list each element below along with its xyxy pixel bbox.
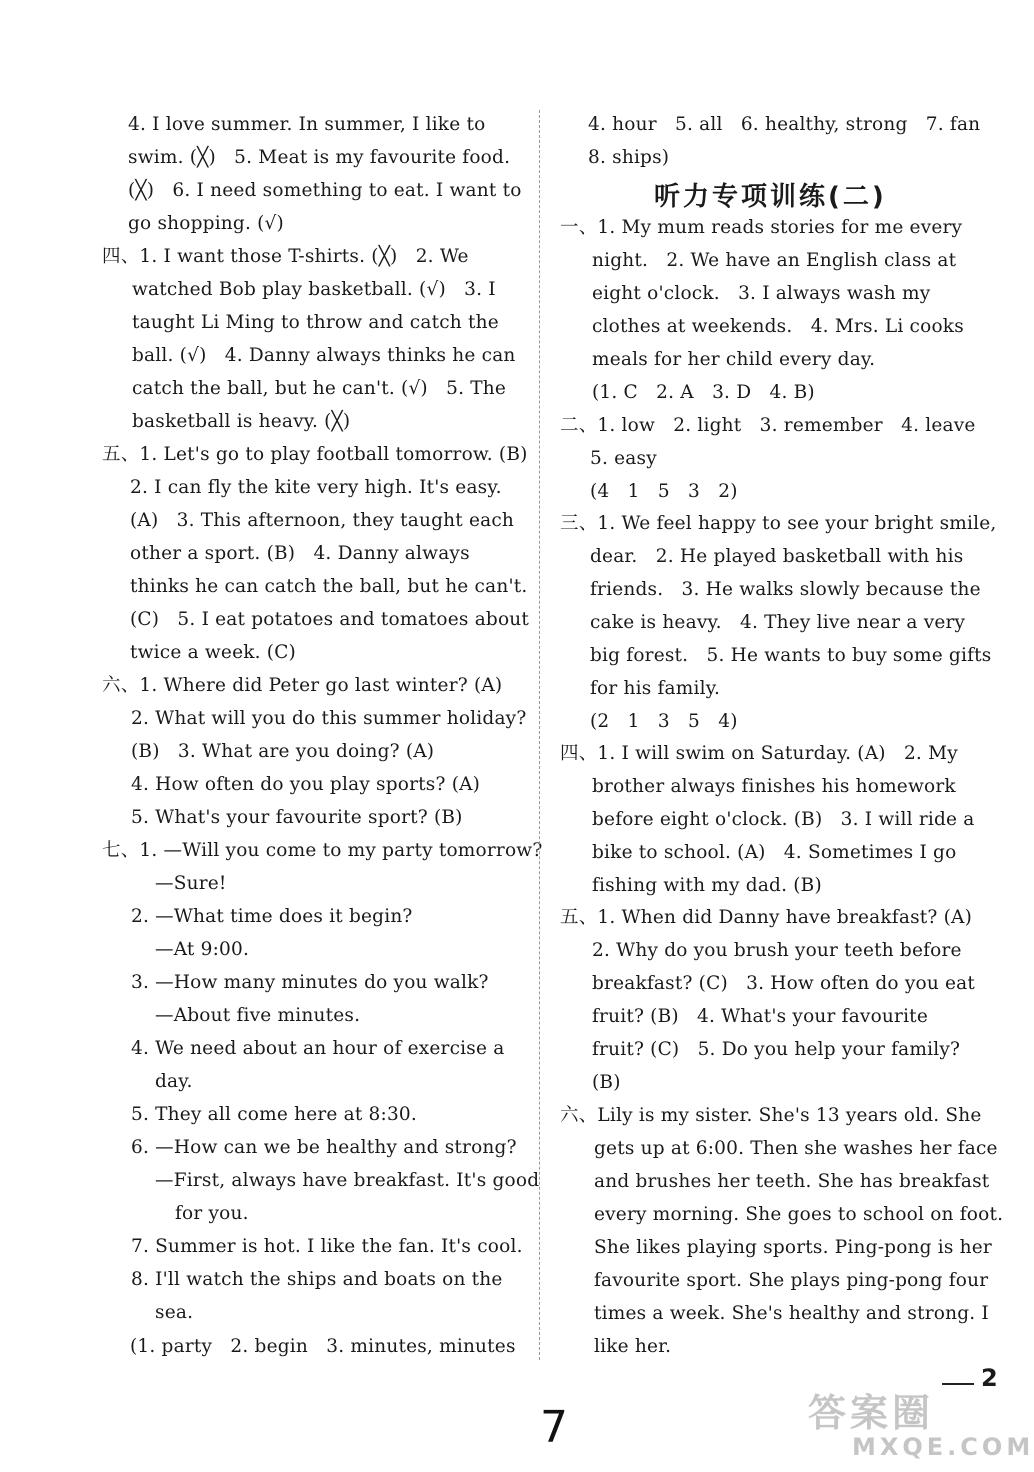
text-line: like her. (594, 1336, 672, 1357)
text-line: fruit? (C) 5. Do you help your family? (592, 1039, 961, 1060)
text-line: 一、1. My mum reads stories for me every (560, 217, 963, 238)
text-line: (1. C 2. A 3. D 4. B) (592, 382, 815, 403)
text-line: 2. —What time does it begin? (131, 906, 413, 927)
text-line: 3. —How many minutes do you walk? (131, 972, 489, 993)
column-divider (539, 110, 540, 1360)
text-line: go shopping. (√) (128, 213, 284, 234)
text-line: ball. (√) 4. Danny always thinks he can (132, 345, 516, 366)
text-line: taught Li Ming to throw and catch the (132, 312, 499, 333)
text-line: —Sure! (155, 873, 227, 894)
text-line: bike to school. (A) 4. Sometimes I go (592, 842, 957, 863)
text-line: thinks he can catch the ball, but he can't. (130, 576, 528, 597)
text-line: (╳) 6. I need something to eat. I want to (128, 180, 522, 201)
text-line: night. 2. We have an English class at (592, 250, 957, 271)
text-line: 2. What will you do this summer holiday? (131, 708, 527, 729)
text-line: 五、1. When did Danny have breakfast? (A) (560, 907, 973, 928)
text-line: 二、1. low 2. light 3. remember 4. leave (560, 415, 976, 436)
text-line: —About five minutes. (155, 1005, 361, 1026)
text-line: catch the ball, but he can't. (√) 5. The (132, 378, 507, 399)
text-line: twice a week. (C) (130, 642, 296, 663)
text-line: 7. Summer is hot. I like the fan. It's cool. (131, 1236, 523, 1257)
text-line: —At 9:00. (155, 939, 250, 960)
text-line: eight o'clock. 3. I always wash my (592, 283, 931, 304)
page-number: 2 (981, 1364, 998, 1392)
text-line: other a sport. (B) 4. Danny always (130, 543, 470, 564)
text-line: 4. I love summer. In summer, I like to (128, 114, 486, 135)
watermark-logo-text: 答案圈 (808, 1391, 935, 1435)
section-title: 听力专项训练(二) (654, 182, 887, 212)
text-line: (C) 5. I eat potatoes and tomatoes about (130, 609, 530, 630)
text-line: 六、Lily is my sister. She's 13 years old. She (560, 1105, 982, 1126)
text-line: watched Bob play basketball. (√) 3. I (132, 279, 496, 300)
text-line: 6. —How can we be healthy and strong? (131, 1137, 517, 1158)
text-line: friends. 3. He walks slowly because the (590, 579, 981, 600)
text-line: fishing with my dad. (B) (592, 875, 822, 896)
text-line: day. (155, 1071, 193, 1092)
text-line: 五、1. Let's go to play football tomorrow. (B) (102, 444, 528, 465)
text-line: 4. We need about an hour of exercise a (131, 1038, 505, 1059)
text-line: 七、1. —Will you come to my party tomorrow? (102, 840, 543, 861)
text-line: She likes playing sports. Ping-pong is her (594, 1237, 992, 1258)
text-line: fruit? (B) 4. What's your favourite (592, 1006, 928, 1027)
text-line: dear. 2. He played basketball with his (590, 546, 964, 567)
text-line: basketball is heavy. (╳) (132, 411, 351, 432)
text-line: (B) (592, 1072, 621, 1093)
text-line: for you. (175, 1203, 249, 1224)
text-line: 六、1. Where did Peter go last winter? (A) (102, 675, 503, 696)
text-line: 四、1. I want those T-shirts. (╳) 2. We (102, 246, 469, 267)
text-line: (2 1 3 5 4) (590, 711, 738, 732)
text-line: —First, always have breakfast. It's good (155, 1170, 540, 1191)
text-line: 4. hour 5. all 6. healthy, strong 7. fan (588, 114, 981, 135)
text-line: 2. Why do you brush your teeth before (592, 940, 962, 961)
text-line: 5. What's your favourite sport? (B) (131, 807, 463, 828)
text-line: favourite sport. She plays ping-pong four (594, 1270, 989, 1291)
text-line: 4. How often do you play sports? (A) (131, 774, 481, 795)
text-line: sea. (155, 1302, 194, 1323)
text-line: breakfast? (C) 3. How often do you eat (592, 973, 976, 994)
page-number-rule (942, 1383, 974, 1385)
text-line: swim. (╳) 5. Meat is my favourite food. (128, 147, 511, 168)
text-line: big forest. 5. He wants to buy some gifts (590, 645, 992, 666)
text-line: for his family. (590, 678, 721, 699)
text-line: 2. I can fly the kite very high. It's easy. (130, 477, 502, 498)
text-line: 四、1. I will swim on Saturday. (A) 2. My (560, 743, 958, 764)
text-line: (4 1 5 3 2) (590, 481, 738, 502)
text-line: times a week. She's healthy and strong. I (594, 1303, 989, 1324)
handwritten-mark: 7 (540, 1402, 568, 1453)
text-line: 三、1. We feel happy to see your bright smile, (560, 513, 997, 534)
text-line: cake is heavy. 4. They live near a very (590, 612, 966, 633)
text-line: meals for her child every day. (592, 349, 876, 370)
text-line: 8. ships) (588, 147, 670, 168)
text-line: (1. party 2. begin 3. minutes, minutes (130, 1336, 516, 1357)
site-watermark (808, 1391, 1034, 1469)
text-line: (A) 3. This afternoon, they taught each (130, 510, 515, 531)
text-line: 5. They all come here at 8:30. (131, 1104, 417, 1125)
text-line: clothes at weekends. 4. Mrs. Li cooks (592, 316, 964, 337)
text-line: brother always finishes his homework (592, 776, 956, 797)
text-line: and brushes her teeth. She has breakfast (594, 1171, 990, 1192)
text-line: every morning. She goes to school on foot. (594, 1204, 1004, 1225)
text-line: gets up at 6:00. Then she washes her face (594, 1138, 998, 1159)
watermark-url: MXQE.COM (852, 1433, 1034, 1461)
text-line: 5. easy (590, 448, 657, 469)
text-line: before eight o'clock. (B) 3. I will ride a (592, 809, 975, 830)
text-line: (B) 3. What are you doing? (A) (131, 741, 435, 762)
text-line: 8. I'll watch the ships and boats on the (131, 1269, 503, 1290)
